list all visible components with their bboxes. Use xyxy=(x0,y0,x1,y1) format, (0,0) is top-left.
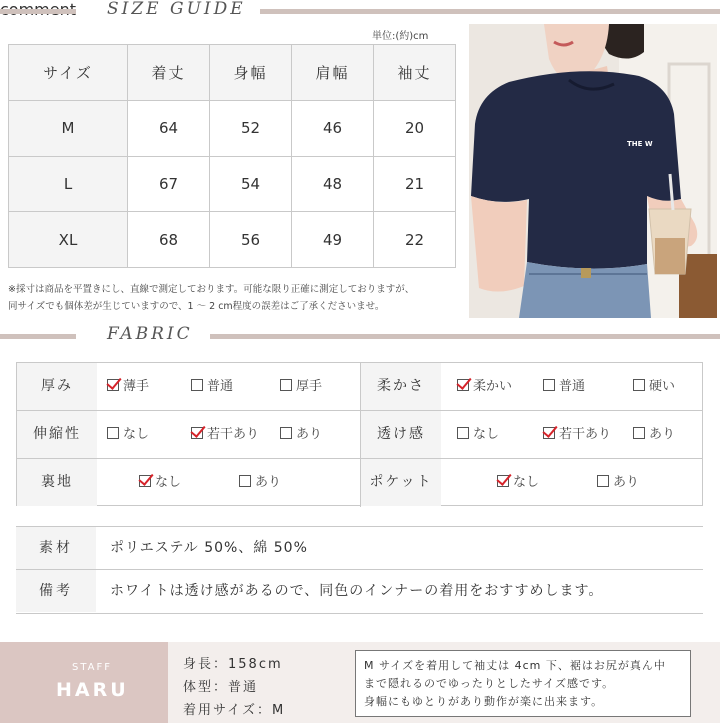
option-none: なし xyxy=(139,474,181,491)
comment-line: M サイズを着用して袖丈は 4cm 下、裾はお尻が真ん中 xyxy=(364,659,666,672)
size-header-cell: 袖丈 xyxy=(373,45,455,101)
size-header-cell: 肩幅 xyxy=(291,45,373,101)
header-bar xyxy=(210,334,720,339)
checkbox-checked-icon xyxy=(139,475,151,487)
size-cell: M xyxy=(9,101,128,157)
fabric-label-stretch: 伸縮性 xyxy=(17,411,97,458)
header-bar xyxy=(0,9,76,14)
checkbox-icon xyxy=(457,427,469,439)
remarks-row xyxy=(16,570,703,614)
fabric-label-sheerness: 透け感 xyxy=(361,411,441,458)
remarks-value: ホワイトは透け感があるので、同色のインナーの着用をおすすめします。 xyxy=(110,583,604,599)
material-value: ポリエステル 50%、綿 50% xyxy=(110,540,308,556)
comment-line: まで隠れるのでゆったりとしたサイズ感です。 xyxy=(364,677,615,690)
checkbox-checked-icon xyxy=(107,379,119,391)
option-yes: あり xyxy=(239,474,281,491)
note-line: ※採寸は商品を平置きにし、直線で測定しております。可能な限り正確に測定しておりますが、 xyxy=(8,284,415,295)
remarks-label: 備考 xyxy=(16,570,96,612)
model-illustration xyxy=(469,24,717,318)
fabric-row xyxy=(17,363,702,411)
size-cell: 46 xyxy=(291,101,373,157)
option-normal: 普通 xyxy=(191,378,233,395)
option-slight: 若干あり xyxy=(543,426,611,443)
checkbox-icon xyxy=(633,379,645,391)
option-thick: 厚手 xyxy=(280,378,322,395)
header-bar xyxy=(260,9,720,14)
size-table xyxy=(8,44,456,268)
material-label: 素材 xyxy=(16,527,96,569)
size-guide-title: SIZE GUIDE xyxy=(107,0,246,19)
svg-text:THE W: THE W xyxy=(627,140,653,148)
size-header-cell: 着丈 xyxy=(127,45,209,101)
staff-size-worn: 着用サイズ：M xyxy=(183,703,286,718)
checkbox-icon xyxy=(280,379,292,391)
comment-line: 身幅にもゆとりがあり動作が楽に出来ます。 xyxy=(364,695,604,708)
checkbox-icon xyxy=(191,379,203,391)
checkbox-icon xyxy=(633,427,645,439)
size-cell: 54 xyxy=(209,156,291,212)
table-row xyxy=(9,212,456,268)
staff-body-type: 体型：普通 xyxy=(183,680,259,695)
fabric-label-lining: 裏地 xyxy=(17,459,97,506)
size-cell: 64 xyxy=(127,101,209,157)
fabric-row xyxy=(17,411,702,459)
material-row xyxy=(16,526,703,570)
checkbox-icon xyxy=(107,427,119,439)
fabric-title: FABRIC xyxy=(107,324,193,344)
note-line: 同サイズでも個体差が生じていますので、1 ～ 2 cm程度の誤差はご了承くださいませ。 xyxy=(8,301,385,312)
size-cell: 52 xyxy=(209,101,291,157)
size-guide-header xyxy=(0,2,720,20)
size-cell: 49 xyxy=(291,212,373,268)
measurement-note xyxy=(8,281,468,315)
size-cell: 21 xyxy=(373,156,455,212)
fabric-row xyxy=(17,459,702,507)
size-cell: 20 xyxy=(373,101,455,157)
product-photo xyxy=(469,24,717,318)
fabric-label-pocket: ポケット xyxy=(361,459,441,506)
staff-comment-text xyxy=(355,650,691,717)
checkbox-icon xyxy=(280,427,292,439)
size-cell: 56 xyxy=(209,212,291,268)
size-cell: XL xyxy=(9,212,128,268)
size-cell: L xyxy=(9,156,128,212)
fabric-label-thickness: 厚み xyxy=(17,363,97,410)
option-hard: 硬い xyxy=(633,378,675,395)
option-none: なし xyxy=(107,426,149,443)
size-table-header-row xyxy=(9,45,456,101)
option-soft: 柔かい xyxy=(457,378,512,395)
size-cell: 68 xyxy=(127,212,209,268)
option-none: なし xyxy=(457,426,499,443)
option-none: なし xyxy=(497,474,539,491)
table-row xyxy=(9,101,456,157)
checkbox-checked-icon xyxy=(191,427,203,439)
staff-height: 身長：158cm xyxy=(183,657,283,672)
size-header-cell: 身幅 xyxy=(209,45,291,101)
size-header-cell: サイズ xyxy=(9,45,128,101)
fabric-header xyxy=(0,324,720,345)
header-bar xyxy=(0,334,76,339)
size-cell: 22 xyxy=(373,212,455,268)
checkbox-icon xyxy=(597,475,609,487)
fabric-label-softness: 柔かさ xyxy=(361,363,441,410)
option-yes: あり xyxy=(597,474,639,491)
table-row xyxy=(9,156,456,212)
checkbox-checked-icon xyxy=(543,427,555,439)
checkbox-checked-icon xyxy=(497,475,509,487)
checkbox-icon xyxy=(239,475,251,487)
size-cell: 67 xyxy=(127,156,209,212)
option-yes: あり xyxy=(633,426,675,443)
option-slight: 若干あり xyxy=(191,426,259,443)
option-thin: 薄手 xyxy=(107,378,149,395)
fabric-table xyxy=(16,362,703,506)
checkbox-icon xyxy=(543,379,555,391)
option-yes: あり xyxy=(280,426,322,443)
checkbox-checked-icon xyxy=(457,379,469,391)
staff-name: HARU xyxy=(56,679,129,701)
size-cell: 48 xyxy=(291,156,373,212)
option-normal: 普通 xyxy=(543,378,585,395)
staff-label: STAFF xyxy=(72,662,113,673)
unit-label: 単位:(約)cm xyxy=(372,31,429,42)
